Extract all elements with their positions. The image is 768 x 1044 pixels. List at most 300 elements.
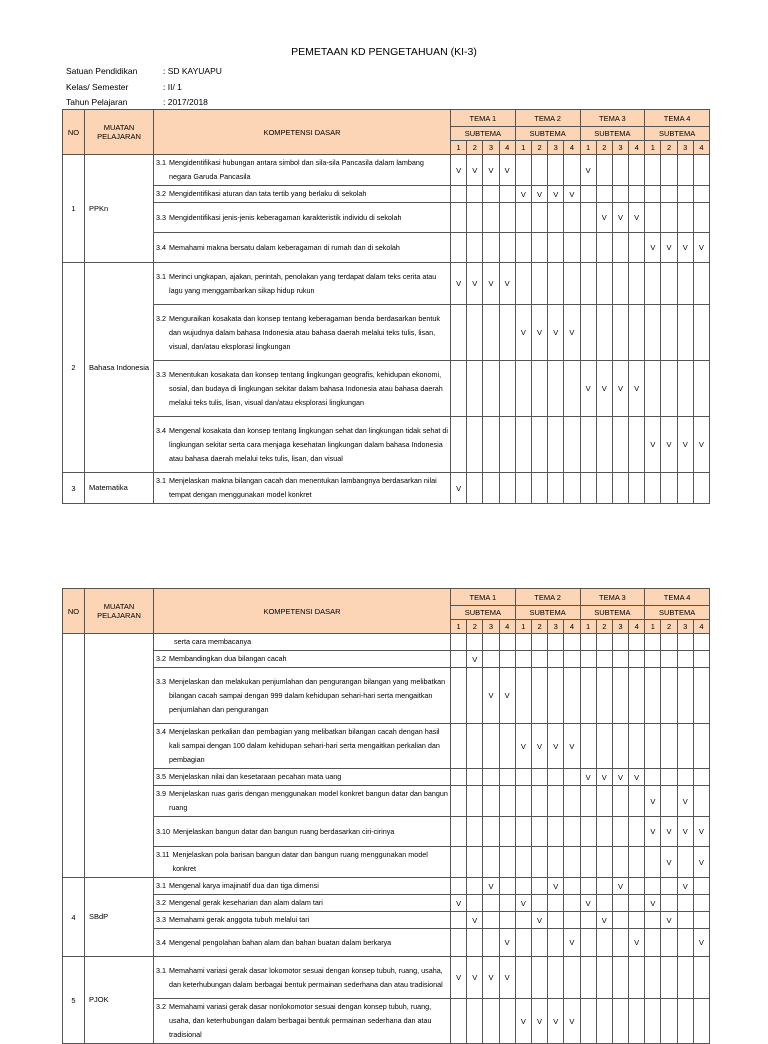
kd-number: 3.1: [156, 476, 166, 485]
subtema-check-cell: [515, 769, 531, 786]
table-row: [63, 651, 710, 668]
subtema-check-cell: [661, 786, 677, 817]
subtema-check-cell: V: [677, 417, 693, 473]
table-row: [63, 769, 710, 786]
subtema-check-cell: [531, 263, 547, 305]
subtema-check-cell: V: [596, 912, 612, 929]
subtema-check-cell: [580, 305, 596, 361]
kd-description: Mengidentifikasi aturan dan tata tertib yang berlaku di sekolah: [169, 189, 367, 198]
meta-value: : 2017/2018: [163, 97, 208, 107]
subtema-check-cell: [531, 929, 547, 957]
subtema-check-cell: [580, 957, 596, 999]
subtema-check-cell: [531, 786, 547, 817]
subtema-check-cell: V: [499, 668, 515, 724]
subtema-check-cell: [645, 155, 661, 186]
subtema-check-cell: V: [661, 233, 677, 263]
subtema-check-cell: [677, 361, 693, 417]
subtema-check-cell: [483, 203, 499, 233]
subtema-check-cell: [499, 912, 515, 929]
subtema-check-cell: [467, 999, 483, 1044]
subtema-check-cell: [677, 668, 693, 724]
subtema-check-cell: V: [612, 203, 628, 233]
subtema-check-cell: [580, 878, 596, 895]
subtema-check-cell: [693, 668, 709, 724]
subtema-check-cell: [564, 361, 580, 417]
kd-line: [156, 848, 448, 876]
subtema-check-cell: [645, 724, 661, 769]
subtema-check-cell: [645, 186, 661, 203]
subtema-check-cell: [515, 957, 531, 999]
subtema-check-cell: [693, 895, 709, 912]
subtema-check-cell: [467, 186, 483, 203]
header-subtema-number: 4: [629, 620, 645, 634]
subtema-check-cell: [661, 361, 677, 417]
subtema-check-cell: [564, 878, 580, 895]
subtema-check-cell: V: [515, 186, 531, 203]
subtema-check-cell: [499, 817, 515, 847]
subtema-check-cell: [531, 895, 547, 912]
subtema-check-cell: [564, 957, 580, 999]
subtema-check-cell: [629, 668, 645, 724]
muatan-pelajaran: PJOK: [85, 957, 154, 1044]
header-subtema-number: 3: [483, 141, 499, 155]
table-row: [63, 361, 710, 417]
subtema-check-cell: [629, 634, 645, 651]
subtema-check-cell: [693, 186, 709, 203]
header-subtema-number: 1: [515, 620, 531, 634]
subtema-check-cell: [612, 651, 628, 668]
header-tema: TEMA 2: [515, 589, 580, 606]
subtema-check-cell: [677, 895, 693, 912]
muatan-pelajaran: Matematika: [85, 473, 154, 504]
kd-mapping-table: [62, 109, 710, 504]
subtema-check-cell: [483, 912, 499, 929]
subtema-check-cell: [596, 878, 612, 895]
header-subtema-number: 2: [531, 620, 547, 634]
subtema-check-cell: V: [629, 203, 645, 233]
header-subtema-number: 4: [564, 620, 580, 634]
subtema-check-cell: [629, 233, 645, 263]
subtema-check-cell: V: [677, 233, 693, 263]
subtema-check-cell: [548, 895, 564, 912]
subtema-check-cell: V: [467, 957, 483, 999]
header-subtema-number: 1: [451, 620, 467, 634]
subtema-check-cell: [483, 186, 499, 203]
subtema-check-cell: [693, 786, 709, 817]
row-number: 5: [63, 957, 85, 1044]
subtema-check-cell: V: [531, 999, 547, 1044]
subtema-check-cell: [531, 203, 547, 233]
subtema-check-cell: V: [629, 361, 645, 417]
subtema-check-cell: [645, 651, 661, 668]
subtema-check-cell: [483, 305, 499, 361]
header-subtema-number: 4: [564, 141, 580, 155]
subtema-check-cell: [515, 878, 531, 895]
subtema-check-cell: [580, 203, 596, 233]
subtema-check-cell: [677, 957, 693, 999]
header-subtema: SUBTEMA: [645, 127, 710, 141]
subtema-check-cell: [499, 999, 515, 1044]
subtema-check-cell: [612, 417, 628, 473]
subtema-check-cell: [483, 361, 499, 417]
subtema-check-cell: [677, 263, 693, 305]
subtema-check-cell: [483, 724, 499, 769]
kd-line: [156, 241, 448, 255]
row-number: 3: [63, 473, 85, 504]
kd-line: [156, 787, 448, 815]
muatan-pelajaran: PPKn: [85, 155, 154, 263]
subtema-check-cell: V: [467, 912, 483, 929]
subtema-check-cell: V: [677, 878, 693, 895]
subtema-check-cell: [515, 473, 531, 504]
subtema-check-cell: [467, 878, 483, 895]
table-row: [63, 417, 710, 473]
table-row: [63, 786, 710, 817]
header-subtema-number: 2: [661, 141, 677, 155]
subtema-check-cell: V: [677, 786, 693, 817]
subtema-check-cell: [629, 895, 645, 912]
subtema-check-cell: V: [564, 929, 580, 957]
subtema-check-cell: [580, 233, 596, 263]
subtema-check-cell: [596, 929, 612, 957]
subtema-check-cell: V: [451, 473, 467, 504]
subtema-check-cell: [451, 817, 467, 847]
table-row: [63, 929, 710, 957]
subtema-check-cell: [596, 473, 612, 504]
header-subtema-number: 1: [451, 141, 467, 155]
subtema-check-cell: [499, 895, 515, 912]
subtema-check-cell: [580, 651, 596, 668]
subtema-check-cell: [645, 999, 661, 1044]
subtema-check-cell: V: [483, 878, 499, 895]
subtema-check-cell: [693, 263, 709, 305]
table-row: [63, 473, 710, 504]
subtema-check-cell: V: [531, 724, 547, 769]
subtema-check-cell: [483, 847, 499, 878]
subtema-check-cell: [499, 724, 515, 769]
kd-description: Menjelaskan dan melakukan penjumlahan dan pengurangan bilangan yang melibatkan bilangan cacah sampai dengan 999 dalam kehidupan sehari-hari serta mengaitkan penjumlahan dan pengurangan: [169, 676, 446, 714]
subtema-check-cell: V: [499, 155, 515, 186]
table-row: [63, 186, 710, 203]
subtema-check-cell: [548, 473, 564, 504]
subtema-check-cell: [548, 155, 564, 186]
subtema-check-cell: [564, 786, 580, 817]
subtema-check-cell: [483, 651, 499, 668]
subtema-check-cell: [677, 999, 693, 1044]
header-subtema: SUBTEMA: [515, 127, 580, 141]
subtema-check-cell: [693, 155, 709, 186]
header-subtema-number: 2: [531, 141, 547, 155]
header-subtema-number: 2: [661, 620, 677, 634]
subtema-check-cell: [499, 786, 515, 817]
subtema-check-cell: V: [645, 233, 661, 263]
subtema-check-cell: [645, 878, 661, 895]
subtema-check-cell: [629, 957, 645, 999]
subtema-check-cell: [645, 473, 661, 504]
subtema-check-cell: [629, 155, 645, 186]
subtema-check-cell: [693, 878, 709, 895]
subtema-check-cell: [693, 305, 709, 361]
subtema-check-cell: [677, 186, 693, 203]
kd-line: [156, 312, 448, 354]
kd-description: Memahami variasi gerak dasar nonlokomotor sesuai dengan konsep tubuh, ruang, usaha, dan keterhubungan dalam berbagai bentuk permainan sederhana dan atau tradisional: [169, 1002, 432, 1039]
subtema-check-cell: [499, 186, 515, 203]
subtema-check-cell: [467, 895, 483, 912]
header-subtema-number: 4: [499, 141, 515, 155]
subtema-check-cell: [564, 203, 580, 233]
subtema-check-cell: [693, 203, 709, 233]
subtema-check-cell: [661, 668, 677, 724]
subtema-check-cell: [661, 305, 677, 361]
header-tema: TEMA 4: [645, 110, 710, 127]
subtema-check-cell: [564, 233, 580, 263]
subtema-check-cell: V: [677, 817, 693, 847]
kd-description: Mengenal pengolahan bahan alam dan bahan buatan dalam berkarya: [169, 937, 392, 947]
kd-description: serta cara membacanya: [174, 637, 252, 646]
subtema-check-cell: [629, 186, 645, 203]
subtema-check-cell: [483, 233, 499, 263]
subtema-check-cell: [596, 847, 612, 878]
subtema-check-cell: [451, 361, 467, 417]
kompetensi-dasar-cell: [154, 895, 451, 912]
subtema-check-cell: V: [451, 263, 467, 305]
kd-line: [156, 652, 448, 666]
subtema-check-cell: [612, 957, 628, 999]
subtema-check-cell: [515, 203, 531, 233]
header-tema: TEMA 2: [515, 110, 580, 127]
subtema-check-cell: [612, 233, 628, 263]
subtema-check-cell: V: [580, 895, 596, 912]
subtema-check-cell: [515, 155, 531, 186]
kd-description: Menjelaskan perkalian dan pembagian yang melibatkan bilangan cacah dengan hasil kali sampai dengan 100 dalam kehidupan sehari-hari serta mengaitkan perkalian dan pembagian: [169, 727, 440, 764]
kd-number: 3.3: [156, 369, 166, 379]
header-tema: TEMA 3: [580, 110, 645, 127]
subtema-check-cell: [451, 878, 467, 895]
subtema-check-cell: V: [451, 895, 467, 912]
subtema-check-cell: [531, 817, 547, 847]
kd-line: [156, 913, 448, 927]
subtema-check-cell: [564, 895, 580, 912]
subtema-check-cell: [531, 473, 547, 504]
subtema-check-cell: [531, 668, 547, 724]
subtema-check-cell: [661, 929, 677, 957]
subtema-check-cell: [612, 305, 628, 361]
subtema-check-cell: [548, 263, 564, 305]
subtema-check-cell: [451, 786, 467, 817]
subtema-check-cell: V: [645, 417, 661, 473]
kd-line: [156, 936, 448, 950]
kd-line: [156, 725, 448, 767]
subtema-check-cell: V: [629, 929, 645, 957]
kd-description: Menentukan kosakata dan konsep tentang lingkungan geografis, kehidupan ekonomi, sosial, dan budaya di lingkungan sekitar dalam bahasa Indonesia atau bahasa daerah melalui teks tulis, lisan, visual dan/atau eksplorasi lingkungan: [169, 369, 443, 407]
subtema-check-cell: [548, 957, 564, 999]
subtema-check-cell: V: [483, 155, 499, 186]
subtema-check-cell: [499, 203, 515, 233]
subtema-check-cell: [596, 786, 612, 817]
subtema-check-cell: [499, 417, 515, 473]
header-subtema-number: 1: [645, 620, 661, 634]
subtema-check-cell: [612, 155, 628, 186]
subtema-check-cell: [531, 417, 547, 473]
subtema-check-cell: [451, 668, 467, 724]
kd-number: 3.1: [156, 965, 166, 975]
header-subtema: SUBTEMA: [580, 606, 645, 620]
kd-number: 3.2: [156, 313, 166, 323]
header-subtema-number: 3: [612, 141, 628, 155]
header-subtema-number: 4: [693, 141, 709, 155]
subtema-check-cell: V: [483, 957, 499, 999]
subtema-check-cell: [467, 817, 483, 847]
header-subtema-number: 1: [645, 141, 661, 155]
subtema-check-cell: [661, 724, 677, 769]
kd-number: 3.3: [156, 676, 166, 686]
header-subtema-number: 3: [548, 141, 564, 155]
subtema-check-cell: [548, 417, 564, 473]
subtema-check-cell: V: [499, 929, 515, 957]
subtema-check-cell: [467, 634, 483, 651]
subtema-check-cell: V: [661, 817, 677, 847]
kompetensi-dasar-cell: [154, 361, 451, 417]
subtema-check-cell: [580, 912, 596, 929]
subtema-check-cell: [693, 912, 709, 929]
document-title: PEMETAAN KD PENGETAHUAN (KI-3): [291, 46, 477, 58]
subtema-check-cell: [451, 724, 467, 769]
subtema-check-cell: [564, 155, 580, 186]
header-subtema-number: 3: [483, 620, 499, 634]
subtema-check-cell: [531, 233, 547, 263]
subtema-check-cell: V: [596, 361, 612, 417]
table-row: [63, 895, 710, 912]
kompetensi-dasar-cell: [154, 929, 451, 957]
subtema-check-cell: [693, 361, 709, 417]
kompetensi-dasar-cell: [154, 957, 451, 999]
subtema-check-cell: [693, 473, 709, 504]
kompetensi-dasar-cell: [154, 999, 451, 1044]
subtema-check-cell: V: [661, 417, 677, 473]
subtema-check-cell: [451, 651, 467, 668]
header-subtema-number: 3: [677, 141, 693, 155]
kd-description: Menjelaskan makna bilangan cacah dan menentukan lambangnya berdasarkan nilai tempat dengan menggunakan model konkret: [169, 476, 437, 499]
subtema-check-cell: [467, 847, 483, 878]
subtema-check-cell: V: [531, 305, 547, 361]
kompetensi-dasar-cell: [154, 912, 451, 929]
subtema-check-cell: V: [693, 929, 709, 957]
kd-number: 3.4: [156, 425, 166, 435]
subtema-check-cell: [645, 361, 661, 417]
subtema-check-cell: [499, 878, 515, 895]
table-row: [63, 999, 710, 1044]
subtema-check-cell: V: [693, 847, 709, 878]
subtema-check-cell: [596, 817, 612, 847]
subtema-check-cell: V: [499, 957, 515, 999]
kd-number: 3.2: [156, 1002, 166, 1011]
subtema-check-cell: V: [564, 305, 580, 361]
subtema-check-cell: V: [515, 305, 531, 361]
header-subtema-number: 3: [612, 620, 628, 634]
kd-description: Memahami variasi gerak dasar lokomotor sesuai dengan konsep tubuh, ruang, usaha, dan keterhubungan dalam berbagai bentuk permainan sederhana dan atau tradisional: [169, 965, 443, 989]
subtema-check-cell: [612, 912, 628, 929]
subtema-check-cell: [596, 724, 612, 769]
header-no: NO: [63, 110, 85, 155]
subtema-check-cell: V: [467, 651, 483, 668]
subtema-check-cell: [596, 895, 612, 912]
kd-line: [156, 187, 448, 201]
subtema-check-cell: [677, 929, 693, 957]
subtema-check-cell: [596, 417, 612, 473]
kompetensi-dasar-cell: [154, 233, 451, 263]
subtema-check-cell: V: [531, 912, 547, 929]
header-muatan: MUATAN PELAJARAN: [85, 589, 154, 634]
subtema-check-cell: [451, 847, 467, 878]
subtema-check-cell: [645, 203, 661, 233]
table-row: [63, 957, 710, 999]
subtema-check-cell: [661, 878, 677, 895]
subtema-check-cell: V: [499, 263, 515, 305]
subtema-check-cell: V: [467, 263, 483, 305]
table-row: [63, 668, 710, 724]
header-subtema-number: 4: [693, 620, 709, 634]
subtema-check-cell: [612, 786, 628, 817]
subtema-check-cell: [580, 186, 596, 203]
subtema-check-cell: [451, 769, 467, 786]
subtema-check-cell: [467, 473, 483, 504]
subtema-check-cell: [483, 417, 499, 473]
subtema-check-cell: [580, 263, 596, 305]
subtema-check-cell: [483, 999, 499, 1044]
kompetensi-dasar-cell: [154, 847, 451, 878]
subtema-check-cell: V: [531, 186, 547, 203]
subtema-check-cell: [612, 473, 628, 504]
subtema-check-cell: V: [645, 895, 661, 912]
kd-line: [156, 424, 448, 466]
subtema-check-cell: [580, 473, 596, 504]
subtema-check-cell: [451, 634, 467, 651]
kompetensi-dasar-cell: [154, 651, 451, 668]
kd-number: 3.4: [156, 937, 166, 947]
subtema-check-cell: [612, 186, 628, 203]
row-number: 4: [63, 878, 85, 957]
kd-number: 3.5: [156, 772, 166, 781]
subtema-check-cell: [612, 895, 628, 912]
kd-number: 3.9: [156, 789, 166, 798]
subtema-check-cell: [451, 233, 467, 263]
subtema-check-cell: [499, 473, 515, 504]
subtema-check-cell: V: [580, 155, 596, 186]
subtema-check-cell: [451, 999, 467, 1044]
subtema-check-cell: [677, 203, 693, 233]
subtema-check-cell: [661, 769, 677, 786]
subtema-check-cell: [677, 155, 693, 186]
subtema-check-cell: [661, 186, 677, 203]
kd-description: Mengenal kosakata dan konsep tentang lingkungan sehat dan lingkungan tidak sehat di lingkungan sekitar serta cara menjaga kesehatan lingkungan dalam bahasa Indonesia atau bahasa daerah melalui teks tulis, lisan, dan visual: [169, 425, 448, 463]
subtema-check-cell: [596, 651, 612, 668]
subtema-check-cell: [580, 724, 596, 769]
subtema-check-cell: [580, 847, 596, 878]
header-muatan: MUATAN PELAJARAN: [85, 110, 154, 155]
table-row: [63, 817, 710, 847]
subtema-check-cell: [677, 769, 693, 786]
subtema-check-cell: [548, 786, 564, 817]
kompetensi-dasar-cell: [154, 634, 451, 651]
kd-number: 3.2: [156, 189, 166, 198]
subtema-check-cell: [548, 912, 564, 929]
subtema-check-cell: [451, 417, 467, 473]
meta-label: Kelas/ Semester: [66, 81, 129, 92]
subtema-check-cell: [645, 847, 661, 878]
table-row: [63, 203, 710, 233]
kd-line: [156, 1000, 448, 1042]
subtema-check-cell: [629, 817, 645, 847]
